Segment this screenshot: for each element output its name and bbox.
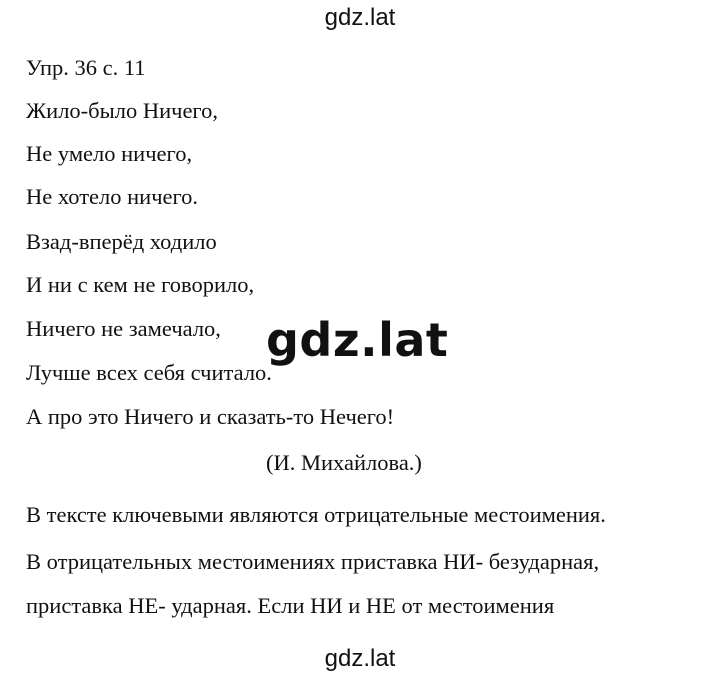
watermark-top: gdz.lat — [324, 4, 396, 31]
poem-line: А про это Ничего и сказать-то Нечего! — [26, 404, 395, 429]
exercise-heading: Упр. 36 с. 11 — [26, 55, 146, 80]
poem-line: Жило-было Ничего, — [26, 98, 218, 123]
poem-line: Ничего не замечало, — [26, 316, 221, 341]
poem-line: И ни с кем не говорило, — [26, 272, 255, 297]
watermark-middle: gdz.lat — [266, 313, 449, 367]
poem-author: (И. Михайлова.) — [266, 450, 422, 475]
explanation-line: В отрицательных местоимениях приставка НИ- безударная, — [26, 549, 600, 574]
poem-line: Не хотело ничего. — [26, 184, 199, 209]
poem-line: Взад-вперёд ходило — [26, 229, 217, 254]
poem-line: Не умело ничего, — [26, 141, 193, 166]
watermark-bottom: gdz.lat — [324, 645, 396, 672]
explanation-line: В тексте ключевыми являются отрицательные местоимения. — [26, 502, 606, 527]
poem-line: Лучше всех себя считало. — [26, 360, 272, 385]
explanation-line: приставка НЕ- ударная. Если НИ и НЕ от местоимения — [26, 593, 555, 618]
